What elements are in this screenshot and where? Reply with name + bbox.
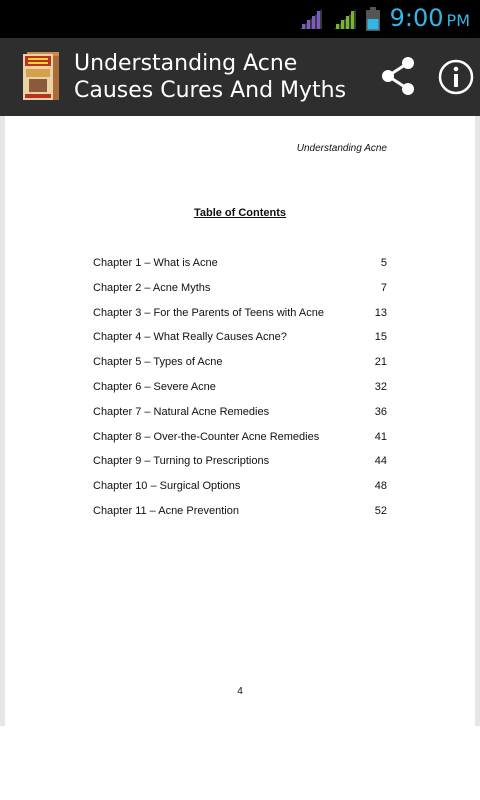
status-icons	[298, 4, 470, 34]
toc-row[interactable]	[93, 455, 387, 480]
clock-ampm: PM	[446, 10, 470, 30]
toc-page-number: 13	[374, 306, 387, 319]
toc-chapter-title: Chapter 2 – Acne Myths	[93, 281, 211, 294]
toc-row[interactable]	[93, 406, 387, 431]
toc-chapter-title: Chapter 7 – Natural Acne Remedies	[93, 405, 270, 418]
toc-title: Table of Contents	[193, 207, 287, 219]
book-cover-icon[interactable]	[21, 50, 61, 102]
share-icon	[378, 56, 418, 96]
toc-chapter-title: Chapter 4 – What Really Causes Acne?	[93, 331, 287, 344]
toc-list	[93, 257, 387, 530]
toc-row[interactable]	[93, 431, 387, 456]
wifi-signal-icon	[298, 7, 324, 31]
empty-area	[0, 726, 480, 800]
toc-page-number: 41	[374, 430, 387, 443]
toc-row[interactable]	[93, 480, 387, 505]
toc-chapter-title: Chapter 11 – Acne Prevention	[93, 504, 239, 517]
toc-row[interactable]	[93, 331, 387, 356]
toc-row[interactable]	[93, 381, 387, 406]
toc-chapter-title: Chapter 3 – For the Parents of Teens with Acne	[93, 306, 324, 319]
toc-row[interactable]	[93, 505, 387, 530]
toc-page-number: 52	[374, 504, 387, 517]
toc-page-number: 21	[374, 356, 387, 369]
toc-row[interactable]	[93, 282, 387, 307]
clock	[390, 3, 470, 36]
battery-icon	[366, 7, 380, 31]
toc-chapter-title: Chapter 6 – Severe Acne	[93, 380, 216, 393]
toc-page-number: 5	[380, 257, 387, 269]
toc-chapter-title: Chapter 1 – What is Acne	[93, 257, 218, 269]
action-bar	[0, 38, 480, 116]
info-icon	[437, 58, 475, 96]
toc-row[interactable]	[93, 356, 387, 381]
app-title: Understanding Acne Causes Cures And Myths	[74, 51, 347, 103]
toc-chapter-title: Chapter 9 – Turning to Prescriptions	[93, 455, 270, 468]
toc-chapter-title: Chapter 10 – Surgical Options	[93, 480, 241, 493]
toc-row[interactable]	[93, 307, 387, 332]
toc-page-number: 32	[374, 380, 387, 393]
clock-time: 9:00	[389, 3, 444, 32]
toc-page-number: 15	[374, 331, 387, 344]
toc-page-number: 44	[374, 455, 387, 468]
status-bar	[0, 0, 480, 38]
page-number: 4	[237, 686, 243, 697]
document-page[interactable]	[0, 116, 480, 726]
info-button[interactable]	[437, 58, 475, 96]
toc-page-number: 36	[374, 405, 387, 418]
toc-chapter-title: Chapter 5 – Types of Acne	[93, 356, 223, 369]
toc-page-number: 48	[374, 480, 387, 493]
cell-signal-icon	[332, 7, 358, 31]
running-header: Understanding Acne	[296, 143, 387, 154]
share-button[interactable]	[378, 56, 418, 96]
toc-page-number: 7	[380, 281, 387, 294]
toc-chapter-title: Chapter 8 – Over-the-Counter Acne Remedies	[93, 430, 320, 443]
toc-row[interactable]	[93, 257, 387, 282]
